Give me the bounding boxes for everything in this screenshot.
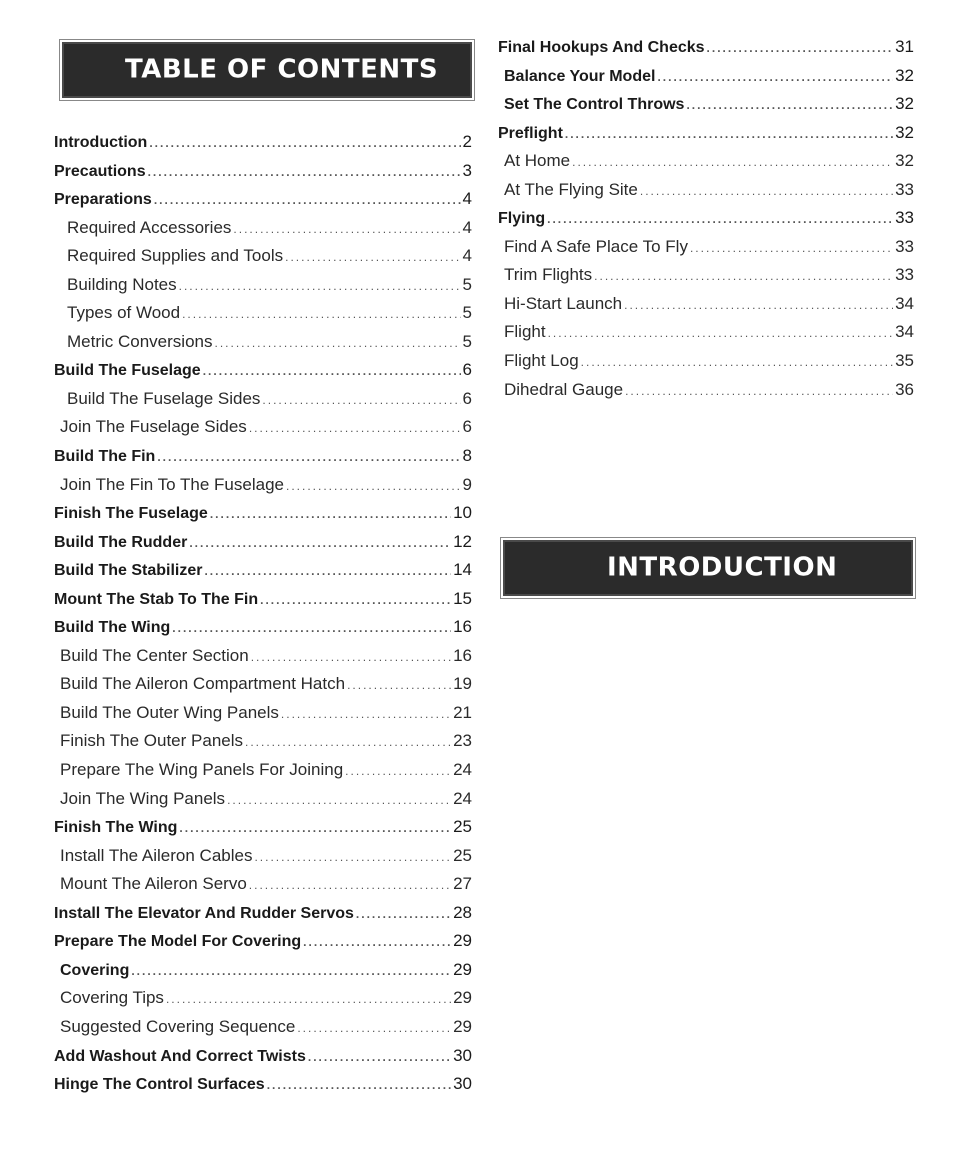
toc-entry-page: 5 <box>462 274 472 294</box>
dot-leader <box>281 700 451 729</box>
toc-entry[interactable] <box>54 1042 472 1071</box>
dot-leader <box>581 348 893 377</box>
toc-entry-page: 8 <box>462 446 472 466</box>
toc-entry-page: 29 <box>453 931 472 951</box>
dot-leader <box>249 871 451 900</box>
toc-entry-title: Finish The Fuselage <box>54 505 208 523</box>
toc-entry[interactable] <box>498 147 914 176</box>
dot-leader <box>157 443 460 472</box>
toc-entry-title: Build The Stabilizer <box>54 562 203 580</box>
toc-left-column <box>54 128 472 1099</box>
toc-entry[interactable] <box>54 356 472 385</box>
toc-entry[interactable] <box>54 642 472 671</box>
toc-entry-title: Hi-Start Launch <box>504 293 623 313</box>
dot-leader <box>179 814 451 843</box>
toc-entry[interactable] <box>54 242 472 271</box>
toc-entry-page: 23 <box>453 731 472 751</box>
toc-entry-page: 4 <box>462 246 472 266</box>
dot-leader <box>148 158 461 187</box>
toc-entry-title: Build The Fuselage Sides <box>67 388 261 408</box>
toc-entry-title: Finish The Outer Panels <box>60 731 243 751</box>
toc-entry-page: 31 <box>895 37 914 56</box>
toc-entry-title: Find A Safe Place To Fly <box>504 236 688 256</box>
dot-leader <box>179 272 461 301</box>
toc-entry-title: Flight <box>504 322 546 342</box>
dot-leader <box>203 357 461 386</box>
introduction-banner <box>503 540 913 596</box>
toc-entry-page: 32 <box>895 94 914 114</box>
toc-entry[interactable] <box>54 157 472 186</box>
toc-entry-page: 34 <box>895 293 914 313</box>
dot-leader <box>245 728 451 757</box>
dot-leader <box>547 205 893 234</box>
dot-leader <box>286 472 461 501</box>
dot-leader <box>215 329 461 358</box>
toc-entry-page: 33 <box>895 208 914 228</box>
toc-entry-page: 29 <box>453 959 472 979</box>
toc-entry[interactable] <box>498 62 914 91</box>
dot-leader <box>308 1043 451 1072</box>
toc-entry-title: Required Supplies and Tools <box>67 246 284 266</box>
toc-entry-page: 34 <box>895 322 914 342</box>
toc-entry[interactable] <box>54 756 472 785</box>
toc-entry[interactable] <box>54 471 472 500</box>
dot-leader <box>707 34 894 63</box>
toc-entry-title: Balance Your Model <box>504 67 656 85</box>
dot-leader <box>345 757 451 786</box>
toc-entry-title: Building Notes <box>67 274 177 294</box>
toc-entry-page: 15 <box>453 588 472 608</box>
toc-entry-page: 4 <box>462 217 472 237</box>
toc-entry-page: 33 <box>895 265 914 285</box>
dot-leader <box>267 1071 451 1100</box>
toc-entry-page: 29 <box>453 1016 472 1036</box>
toc-entry[interactable] <box>54 271 472 300</box>
toc-entry-page: 24 <box>453 788 472 808</box>
toc-entry[interactable] <box>54 813 472 842</box>
dot-leader <box>227 786 451 815</box>
dot-leader <box>594 262 893 291</box>
toc-entry-page: 9 <box>462 474 472 494</box>
dot-leader <box>249 414 461 443</box>
toc-entry[interactable] <box>54 214 472 243</box>
toc-entry-title: Add Washout And Correct Twists <box>54 1047 306 1065</box>
toc-entry-title: Build The Wing <box>54 619 171 637</box>
toc-entry-page: 6 <box>462 360 472 380</box>
toc-entry-title: Mount The Stab To The Fin <box>54 590 259 608</box>
dot-leader <box>262 386 460 415</box>
dot-leader <box>154 186 461 215</box>
toc-entry-title: Set The Control Throws <box>504 96 685 114</box>
dot-leader <box>260 586 451 615</box>
toc-entry-title: Flight Log <box>504 351 579 371</box>
toc-entry[interactable] <box>498 204 914 233</box>
toc-entry-title: Types of Wood <box>67 303 181 323</box>
toc-entry-title: Build The Aileron Compartment Hatch <box>60 674 346 694</box>
toc-entry-page: 3 <box>462 160 472 180</box>
banner-title: TABLE OF CONTENTS <box>125 54 439 85</box>
toc-entry[interactable] <box>498 376 914 405</box>
toc-entry-title: Suggested Covering Sequence <box>60 1016 296 1036</box>
toc-entry-page: 33 <box>895 179 914 199</box>
dot-leader <box>640 177 893 206</box>
toc-entry-page: 14 <box>453 560 472 580</box>
toc-entry[interactable] <box>498 176 914 205</box>
dot-leader <box>625 377 893 406</box>
dot-leader <box>690 234 893 263</box>
toc-entry-title: Final Hookups And Checks <box>498 39 705 56</box>
toc-entry-title: Preflight <box>498 124 563 142</box>
toc-entry-title: Trim Flights <box>504 265 593 285</box>
dot-leader <box>303 928 451 957</box>
dot-leader <box>356 900 451 929</box>
toc-entry[interactable] <box>54 785 472 814</box>
toc-entry-page: 36 <box>895 379 914 399</box>
toc-entry-page: 16 <box>453 617 472 637</box>
toc-entry-title: Dihedral Gauge <box>504 379 624 399</box>
toc-entry-title: Prepare The Wing Panels For Joining <box>60 760 344 780</box>
toc-entry-page: 21 <box>453 702 472 722</box>
toc-entry-page: 6 <box>462 388 472 408</box>
toc-entry[interactable] <box>54 528 472 557</box>
toc-entry-title: Join The Fuselage Sides <box>60 417 247 437</box>
toc-entry-page: 32 <box>895 151 914 171</box>
dot-leader <box>624 291 893 320</box>
toc-entry-page: 25 <box>453 817 472 837</box>
toc-entry-page: 2 <box>462 132 472 151</box>
toc-entry[interactable] <box>54 699 472 728</box>
toc-entry[interactable] <box>498 33 914 62</box>
toc-entry-title: Introduction <box>54 134 148 151</box>
toc-entry[interactable] <box>54 585 472 614</box>
dot-leader <box>565 120 893 149</box>
dot-leader <box>131 957 451 986</box>
toc-entry-page: 30 <box>453 1074 472 1094</box>
toc-right-column <box>498 33 914 404</box>
toc-entry-page: 5 <box>462 331 472 351</box>
dot-leader <box>204 557 451 586</box>
toc-entry-title: Flying <box>498 210 546 228</box>
toc-entry-title: Precautions <box>54 162 146 180</box>
toc-entry[interactable] <box>54 556 472 585</box>
toc-entry-title: Preparations <box>54 191 152 209</box>
toc-entry-title: Install The Aileron Cables <box>60 845 253 865</box>
toc-entry-title: Join The Fin To The Fuselage <box>60 474 284 494</box>
toc-entry-title: Mount The Aileron Servo <box>60 874 247 894</box>
toc-entry-title: At Home <box>504 151 571 171</box>
toc-entry-title: Join The Wing Panels <box>60 788 226 808</box>
dot-leader <box>251 643 451 672</box>
toc-entry[interactable] <box>54 1070 472 1099</box>
dot-leader <box>572 148 893 177</box>
toc-entry[interactable] <box>54 613 472 642</box>
toc-entry-page: 30 <box>453 1045 472 1065</box>
toc-entry-page: 12 <box>453 531 472 551</box>
toc-entry[interactable] <box>54 727 472 756</box>
toc-entry-page: 32 <box>895 65 914 85</box>
toc-entry[interactable] <box>54 185 472 214</box>
toc-entry-title: Hinge The Control Surfaces <box>54 1076 265 1094</box>
toc-entry-title: Required Accessories <box>67 217 232 237</box>
toc-entry[interactable] <box>498 261 914 290</box>
toc-entry[interactable] <box>498 318 914 347</box>
dot-leader <box>149 129 460 158</box>
dot-leader <box>347 671 451 700</box>
dot-leader <box>657 63 893 92</box>
toc-entry-page: 24 <box>453 760 472 780</box>
dot-leader <box>233 215 460 244</box>
toc-entry-title: Build The Fin <box>54 448 156 466</box>
toc-entry-title: Build The Center Section <box>60 645 249 665</box>
toc-entry[interactable] <box>54 670 472 699</box>
table-of-contents-banner <box>62 42 472 98</box>
dot-leader <box>172 614 451 643</box>
toc-entry[interactable] <box>498 233 914 262</box>
toc-entry[interactable] <box>54 499 472 528</box>
toc-entry-title: Metric Conversions <box>67 331 213 351</box>
toc-entry-page: 5 <box>462 303 472 323</box>
dot-leader <box>189 529 451 558</box>
toc-entry[interactable] <box>54 413 472 442</box>
banner-title: INTRODUCTION <box>607 552 838 583</box>
toc-entry[interactable] <box>498 90 914 119</box>
toc-entry-title: Build The Rudder <box>54 533 188 551</box>
toc-entry[interactable] <box>54 442 472 471</box>
toc-entry[interactable] <box>498 290 914 319</box>
toc-entry-page: 35 <box>895 351 914 371</box>
toc-entry-page: 32 <box>895 122 914 142</box>
toc-entry-page: 29 <box>453 988 472 1008</box>
toc-entry[interactable] <box>54 899 472 928</box>
toc-entry-page: 27 <box>453 874 472 894</box>
toc-entry-page: 25 <box>453 845 472 865</box>
toc-entry[interactable] <box>54 870 472 899</box>
toc-entry[interactable] <box>498 347 914 376</box>
toc-entry-page: 16 <box>453 645 472 665</box>
toc-entry[interactable] <box>54 956 472 985</box>
toc-entry-title: Covering <box>60 961 130 979</box>
toc-entry-title: At The Flying Site <box>504 179 638 199</box>
dot-leader <box>686 91 893 120</box>
dot-leader <box>166 985 451 1014</box>
toc-entry-title: Prepare The Model For Covering <box>54 933 302 951</box>
toc-entry-title: Install The Elevator And Rudder Servos <box>54 904 354 922</box>
toc-entry[interactable] <box>54 927 472 956</box>
toc-entry-page: 10 <box>453 503 472 523</box>
dot-leader <box>254 843 451 872</box>
dot-leader <box>182 300 460 329</box>
toc-entry-title: Covering Tips <box>60 988 164 1008</box>
dot-leader <box>210 500 451 529</box>
toc-entry[interactable] <box>54 299 472 328</box>
toc-entry[interactable] <box>498 119 914 148</box>
toc-entry-title: Build The Fuselage <box>54 362 201 380</box>
toc-entry-page: 28 <box>453 902 472 922</box>
toc-entry[interactable] <box>54 842 472 871</box>
toc-entry[interactable] <box>54 1013 472 1042</box>
dot-leader <box>548 319 894 348</box>
toc-entry-page: 19 <box>453 674 472 694</box>
toc-entry-page: 33 <box>895 236 914 256</box>
toc-entry[interactable] <box>54 128 472 157</box>
dot-leader <box>297 1014 451 1043</box>
toc-entry[interactable] <box>54 385 472 414</box>
toc-entry-title: Finish The Wing <box>54 819 178 837</box>
toc-entry[interactable] <box>54 984 472 1013</box>
toc-entry-page: 6 <box>462 417 472 437</box>
toc-entry-title: Build The Outer Wing Panels <box>60 702 279 722</box>
dot-leader <box>285 243 460 272</box>
toc-entry[interactable] <box>54 328 472 357</box>
toc-entry-page: 4 <box>462 189 472 209</box>
